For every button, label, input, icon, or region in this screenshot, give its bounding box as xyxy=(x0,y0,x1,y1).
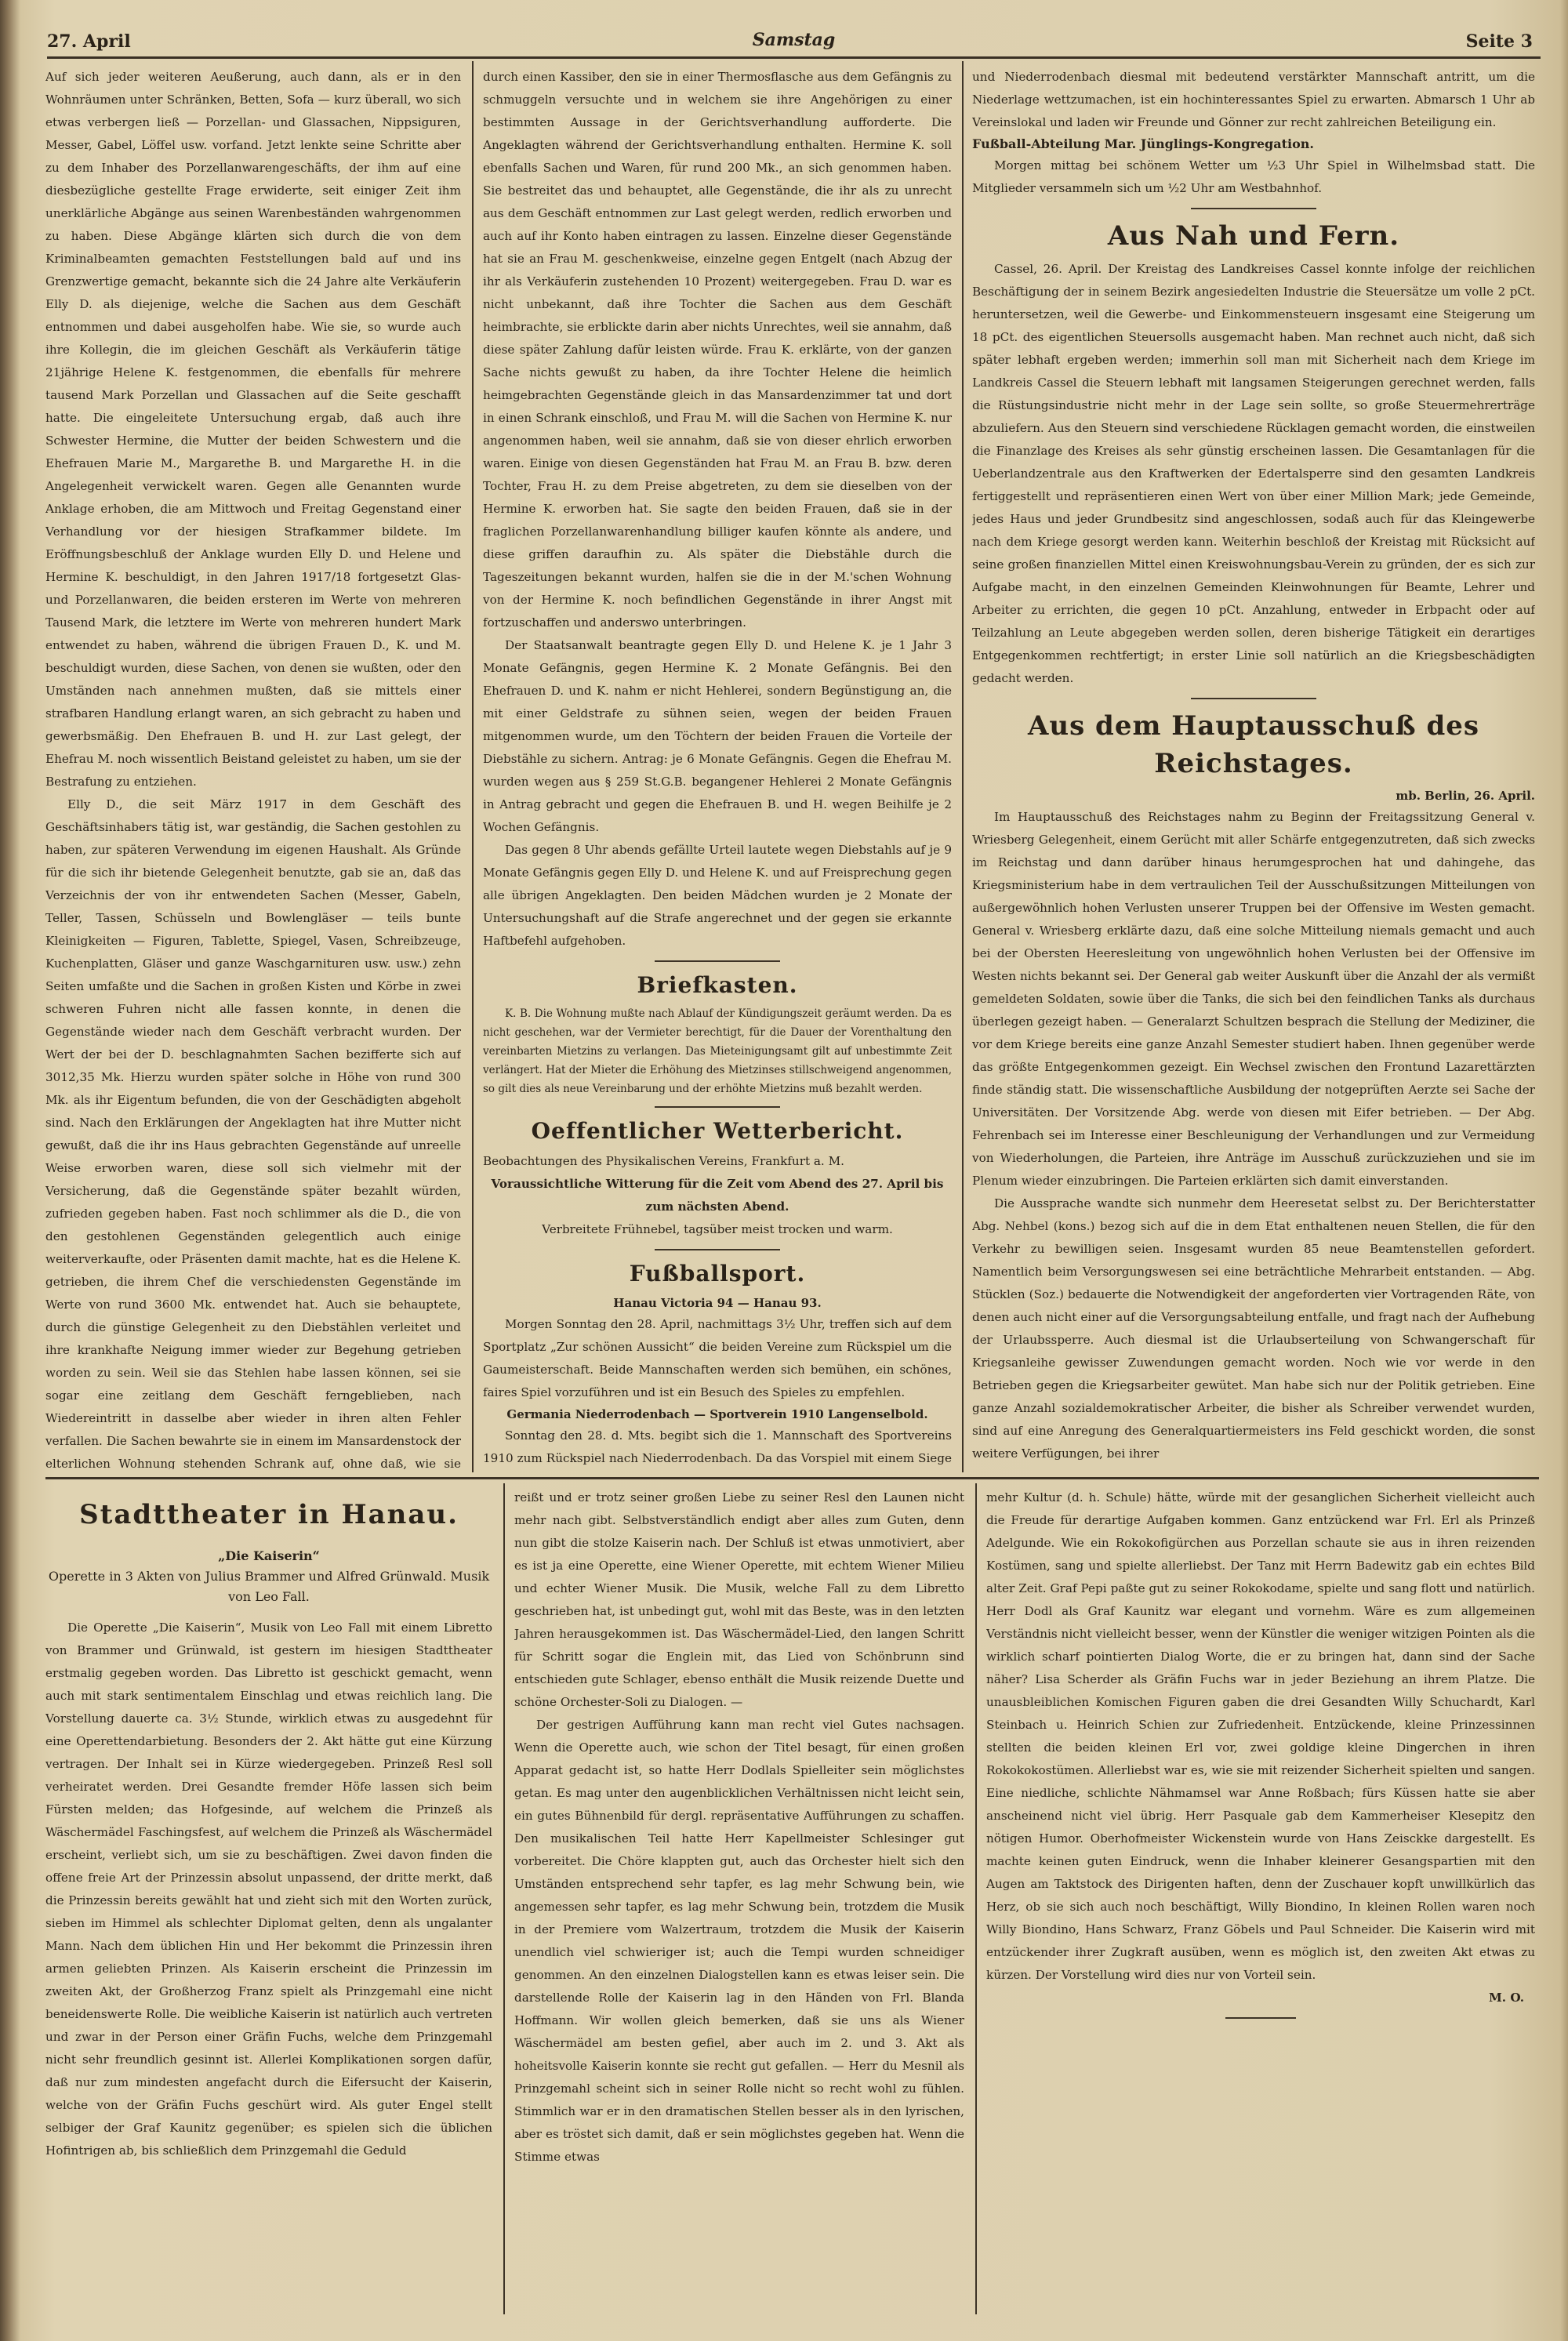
section-divider xyxy=(1191,698,1316,699)
sport-match-1: Hanau Victoria 94 — Hanau 93. xyxy=(613,1296,822,1310)
briefkasten-heading: Briefkasten. xyxy=(637,972,798,998)
weather-heading: Oeffentlicher Wetterbericht. xyxy=(531,1118,904,1144)
article-paragraph: durch einen Kassiber, den sie in einer Thermosflasche aus dem Gefängnis zu schmuggeln versuchte und in welchem sie ihre Angehörigen zu einer bestimmten Aussage in der Gerichtsverhandlung aufforderte. Die Angeklagten während der Gerichtsverhandlung enthalten. Hermine K. soll ebenfalls Sachen und Waren, für rund 200 Mk., an sich genommen haben. Sie bestreitet das und behauptet, alle Gegenstände, die ihr als zu unrecht aus dem Geschäft entnommen zur Last gelegt werden, redlich erworben und auch auf ihr Konto haben eintragen zu lassen. Einzelne dieser Gegenstände hat sie an Frau M. geschenkweise, einzelne gegen Entgelt (nach Abzug der ihr als Verkäuferin zustehenden 10 Prozent) weitergegeben. Frau D. war es nicht unbekannt, daß ihre Tochter die Sachen aus dem Geschäft heimbrachte, sie erblickte darin aber nichts Unrechtes, weil sie annahm, daß diese später Zahlung dafür leisten würde. Frau K. erklärte, von der ganzen Sache nichts gewußt zu haben, da ihre Tochter Helene die heimlich heimgebrachten Gegenstände gleich in das Mansardenzimmer tat und dort in einen Schrank einschloß, und Frau M. will die Sachen von Hermine K. nur angenommen haben, weil sie annahm, daß sie von dieser ehrlich erworben waren. Einige von diesen Gegenständen hat Frau M. an Frau B. bzw. deren Tochter, Frau H. zu dem Preise abgetreten, zu dem sie dieselben von der Hermine K. erworben hat. Sie sagte den beiden Frauen, daß sie in der fraglichen Porzellanwarenhandlung billiger kaufen könnte als andere, und diese griffen daraufhin zu. Als später die Diebstähle durch die Tageszeitungen bekannt wurden, halfen sie die in der M.'schen Wohnung von der Hermine K. noch befindlichen Gegenstände in ihrer Angst mit fortzuschaffen und anderswo unterbringen. xyxy=(483,70,952,630)
section-divider xyxy=(1225,2017,1296,2019)
article-column-2 xyxy=(483,66,952,1469)
reichstag-text: Im Hauptausschuß des Reichstages nahm zu Beginn der Freitagssitzung General v. Wriesberg Gelegenheit, einem Gerücht mit aller Schärfe entgegenzutreten, daß sich zwecks im Reichstag und dann darüber hinaus herumgesprochen hat und dahingehe, das Kriegsministerium habe in dem vertraulichen Teil der Ausschußsitzungen Mitteilungen von außergewöhnlich hohen Verlusten unserer Truppen bei der Offensive im Westen gemacht. General v. Wriesberg erklärte dazu, daß eine solche Mitteilung niemals gemacht und auch bei der Obersten Heeresleitung von ungewöhnlich hohen Verlusten bei der Offensive im Westen nichts bekannt sei. Der General gab weiter Auskunft über die Anzahl der als vermißt gemeldeten Soldaten, sowie über die Tanks, die sich bei den feindlichen Tanks als durchaus überlegen gezeigt haben. — Generalarzt Schultzen besprach die Stellung der Mediziner, die vor dem Kriege bereits eine ganze Anzahl Semester studiert haben. Ihnen gegenüber werde das größte Entgegenkommen gezeigt. Ein Wechsel zwischen den Frontund Lazarettärzten finde ständig statt. Die wissenschaftliche Ausbildung der notgeprüften Aerzte sei Sache der Universitäten. Der Vorsitzende Abg. werde von diesen mit Eifer betrieben. — Der Abg. Fehrenbach sei im Interesse einer Beschleunigung der Verhandlungen und zur Vermeidung von Wiederholungen, die Parteien, ihre Anträge im Ausschuß zurückzuziehen und sie im Plenum wieder einzubringen. Die Parteien erklärten sich damit einverstanden. xyxy=(972,810,1535,1188)
review-paragraph: reißt und er trotz seiner großen Liebe zu seiner Resl den Launen nicht mehr nach gibt. Selbstverständlich endigt aber alles zum Guten, denn nun gibt die stolze Kaiserin nach. Der Schluß ist etwas unmotiviert, aber es ist ja eine Operette, eine Wiener Operette, mit echtem Wiener Milieu und echter Wiener Musik. Die Musik, welche Fall zu dem Libretto geschrieben hat, ist unbedingt gut, wohl mit das Beste, was in den letzten Jahren herausgekommen ist. Das Wäschermädel-Lied, den langen Schritt für Schritt sogar die Englein mit, das Lied von Schönbrunn sind entschieden gute Schlager, ebenso enthält die Musik reizende Duette und schöne Orchester-Soli zu Dialogen. — xyxy=(514,1490,964,1709)
briefkasten-text: K. B. Die Wohnung mußte nach Ablauf der Kündigungszeit geräumt werden. Da es nicht geschehen, war der Vermieter berechtigt, für die Dauer der Vorenthaltung den vereinbarten Mietzins zu verlangen. Das Mieteinigungsamt gilt auf unbestimmte Zeit verlängert. Hat der Mieter die Erhöhung des Mietzinses stillschweigend angenommen, so gilt dies als neue Vereinbarung und der erhöhte Mietzins muß bezahlt werden. xyxy=(483,1007,952,1095)
article-paragraph: Der Staatsanwalt beantragte gegen Elly D. und Helene K. je 1 Jahr 3 Monate Gefängnis, gegen Hermine K. 2 Monate Gefängnis. Bei den Ehefrauen D. und K. nahm er nicht Hehlerei, sondern Begünstigung an, die mit einer Geldstrafe zu sühnen seien, wegen der beiden Frauen mitgenommen wurde, um den Töchtern der beiden Frauen die Vorteile der Diebstähle zu sichern. Antrag: je 6 Monate Gefängnis. Gegen die Ehefrau M. wurden wegen aus § 259 St.G.B. begangener Hehlerei 2 Monate Gefängnis in Antrag gebracht und gegen die Ehefrauen B. und H. wegen Beihilfe je 2 Wochen Gefängnis. xyxy=(483,638,952,834)
column-rule xyxy=(503,1483,505,2314)
article-column-1 xyxy=(45,66,461,1469)
review-paragraph: mehr Kultur (d. h. Schule) hätte, würde mit der gesanglichen Sicherheit vielleicht auch die Freude für derartige Aufgaben kommen. Ganz entzückend war Frl. Erl als Prinzeß Adelgunde. Wie ein Rokokofigürchen aus Porzellan schaute sie aus in ihren reizenden Kostümen, sang und spielte allerliebst. Der Tanz mit Herrn Badewitz gab ein echtes Bild alter Zeit. Graf Pepi paßte gut zu seiner Rokokodame, spielte und sang flott und natürlich. Herr Dodl als Graf Kaunitz war elegant und vornehm. Wäre es zum allgemeinen Verständnis nicht vielleicht besser, wenn der Künstler die weniger witzigen Pointen als die wirklich scharf pointierten Dialog Worte, die er zu bringen hat, dann sind der Sache näher? Lisa Scherder als Gräfin Fuchs war in jeder Beziehung an ihrem Platze. Die unausbleiblichen Komischen Figuren gaben die drei Gesandten Willy Schuchardt, Karl Steinbach u. Heinrich Schien zur Zufriedenheit. Entzückende, kleine Prinzessinnen stellten die beiden kleinen Erl vor, zwei goldige kleine Dingerchen in ihren Rokokokostümen. Allerliebst war es, wie sie mit reizender Sicherheit spielten und sangen. Eine niedliche, schlichte Nähmamsel war Anne Roßbach; fürs Küssen hatte sie aber anscheinend nicht viel übrig. Herr Pasquale gab dem Kammerheiser Klesepitz den nötigen Humor. Oberhofmeister Wickenstein wurde von Hans Zeisckke dargestellt. Es machte keinen guten Eindruck, wenn die Inhaber kleinerer Gesangspartien mit den Augen am Taktstock des Dirigenten haften, denn der Zuschauer kopft unwillkürlich das Herz, ob sie sich auch noch beschäftigt, Willy Biondino, In kleinen Rollen waren noch Willy Biondino, Hans Schwarz, Franz Göbels und Paul Schneider. Die Kaiserin wird mit entzückender ihrer Zugkraft ausüben, wenn es möglich ist, den zweiten Akt etwas zu kürzen. Der Vorstellung wird dies nur von Vorteil sein. xyxy=(986,1490,1535,1982)
article-column-3 xyxy=(972,66,1535,1469)
section-divider xyxy=(655,1249,780,1250)
review-paragraph: Die Operette „Die Kaiserin“, Musik von Leo Fall mit einem Libretto von Brammer und Grünwald, ist gestern im hiesigen Stadttheater erstmalig gegeben worden. Das Libretto ist geschickt gemacht, wenn auch mit stark sentimentalem Einschlag und etwas reichlich lang. Die Vorstellung dauerte ca. 3½ Stunde, wirklich etwas zu ausgedehnt für eine Operettendarbietung. Besonders der 2. Akt hätte gut eine Kürzung vertragen. Der Inhalt sei in Kürze wiedergegeben. Prinzeß Resl soll verheiratet werden. Drei Gesandte fremder Höfe lassen sich beim Fürsten melden; das Hofgesinde, auf welchem die Prinzeß als Wäschermädel Faschingsfest, auf welchem die Prinzeß als Wäschermädel erscheint, verliebt sich, um sie zu beschäftigen. Zwei davon finden die offene freie Art der Prinzessin absolut unpassend, der dritte merkt, daß die Prinzessin bereits gewählt hat und zieht sich mit den Worten zurück, sieben im Himmel als schlechter Diplomat gelten, denn als ungalanter Mann. Nach dem üblichen Hin und Her bekommt die Prinzessin ihren armen geliebten Prinzen. Als Kaiserin erscheint die Prinzessin im zweiten Akt, der Großherzog Franz spielt als Prinzgemahl eine nicht beneidenswerte Rolle. Die weibliche Kaiserin ist natürlich auch vertreten und zwar in der Person einer Gräfin Fuchs, welche dem Prinzgemahl nicht sehr freundlich gesinnt ist. Allerlei Komplikationen sorgen dafür, daß nur zum mindesten angefacht durch die Eifersucht der Kaiserin, welche von der Gräfin Fuchs geschürt wird. Als guter Engel stellt selbiger der Graf Kaunitz gegenüber; es spielen sich die üblichen Hofintrigen ab, bis schließlich dem Prinzgemahl die Geduld xyxy=(45,1621,492,2158)
reichstag-text: Die Aussprache wandte sich nunmehr dem Heeresetat selbst zu. Der Berichterstatter Abg. Nehbel (kons.) bezog sich auf die in dem Etat enthaltenen neuen Stellen, die für den Verkehr zu bewilligen seien. Insgesamt wurden 85 neue Beamtenstellen gefordert. Namentlich beim Versorgungswesen sei eine beträchtliche Mehrarbeit entstanden. — Abg. Stücklen (Soz.) bedauerte die Notwendigkeit der angeforderten vier Vortragenden Räte, von denen auch nicht einer auf die Versorgungsabteilung entfalle, und fragt nach der Aufhebung der Urlaubssperre. Auch diesmal ist die Urlaubserteilung von Schwangerschaft für Kriegsanleihe gewisser Zuwendungen gemacht worden. Noch wie vor werde in den Betrieben gegen die Kriegsarbeiter gewütet. Man habe sich nur der Politik getrieben. Eine ganze Anzahl sozialdemokratischer Arbeiter, die bisher als Schreiber verwendet wurden, sind auf eine Anregung des Generalquartiermeisters ins Feld geschickt worden, die sonst weitere Verfügungen, bei ihrer xyxy=(972,1196,1535,1461)
section-divider xyxy=(1191,208,1316,209)
article-paragraph: Auf sich jeder weiteren Aeußerung, auch dann, als er in den Wohnräumen unter Schränken, Betten, Sofa — kurz überall, wo sich etwas verbergen ließ — Porzellan- und Glassachen, Nippsiguren, Messer, Gabel, Löffel usw. vorfand. Jetzt lenkte seine Schritte aber zu dem Inhaber des Porzellanwarengeschäfts, der ihm auf eine diesbezügliche gestellte Frage erwiderte, seit einiger Zeit ihm unerklärliche Abgänge aus seinen Warenbeständen wahrgenommen zu haben. Diese Abgänge klärten sich durch die von dem Kriminalbeamten gemachten Feststellungen bald auf und ins Grenzwertige gemacht, bekannte sich die 24 Jahre alte Verkäuferin Elly D. als diejenige, welche die Sachen aus dem Geschäft entnommen und dabei ausgeholfen habe. Wie sie, so wurde auch ihre Kollegin, die im gleichen Geschäft als Verkäuferin tätige 21jährige Helene K. festgenommen, die ebenfalls für mehrere tausend Mark Porzellan und Glassachen auf die Seite geschafft hatte. Die eingeleitete Untersuchung ergab, daß auch ihre Schwester Hermine, die Mutter der beiden Schwestern und die Ehefrauen Marie M., Margarethe B. und Margarethe H. in die Angelegenheit verwickelt waren. Gegen alle Genannten wurde Anklage erhoben, die am Mittwoch und Freitag Gegenstand einer Verhandlung vor der hiesigen Strafkammer bildete. Im Eröffnungsbeschluß der Anklage wurden Elly D. und Helene und Hermine K. beschuldigt, in den Jahren 1917/18 fortgesetzt Glas- und Porzellanwaren, die beiden ersteren im Werte von mehreren Tausend Mark, die letztere im Werte von mehreren hundert Mark entwendet zu haben, während die übrigen Frauen D., K. und M. beschuldigt wurden, diese Sachen, von denen sie wußten, oder den Umständen nach annehmen mußten, daß sie mittels einer strafbaren Handlung erlangt waren, an sich gebracht zu haben und gewerbsmäßig. Den Ehefrauen B. und H. zur Last gelegt, der Ehefrau M. noch wissentlich Beistand geleistet zu haben, um sie der Bestrafung zu entziehen. xyxy=(45,70,461,789)
review-signature: M. O. xyxy=(1488,1991,1524,2005)
sport-text-1: Morgen Sonntag den 28. April, nachmittags 3½ Uhr, treffen sich auf dem Sportplatz „Zur schönen Aussicht“ die beiden Vereine zum Rückspiel um die Gaumeisterschaft. Beide Mannschaften werden sich bemühen, ein schönes, faires Spiel vorzuführen und ist ein Besuch des Spieles zu empfehlen. xyxy=(483,1317,952,1399)
nah-fern-heading: Aus Nah und Fern. xyxy=(1107,220,1400,252)
weather-source: Beobachtungen des Physikalischen Vereins, Frankfurt a. M. xyxy=(483,1154,844,1168)
theater-column-3 xyxy=(986,1486,1535,2317)
section-divider xyxy=(655,1106,780,1108)
article-paragraph: Das gegen 8 Uhr abends gefällte Urteil lautete wegen Diebstahls auf je 9 Monate Gefängnis gegen Elly D. und Helene K. und auf Freisprechung gegen alle übrigen Angeklagten. Den beiden Mädchen wurden je 2 Monate der Untersuchungshaft auf die Strafe angerechnet und der gegen sie erkannte Haftbefehl aufgehoben. xyxy=(483,843,952,948)
sport-heading: Fußballsport. xyxy=(629,1261,806,1287)
section-rule xyxy=(45,1477,1539,1479)
fussball-heading: Fußball-Abteilung Mar. Jünglings-Kongregation. xyxy=(972,136,1314,151)
weather-forecast-note: Voraussichtliche Witterung für die Zeit vom Abend des 27. April bis zum nächsten Abend. xyxy=(491,1177,944,1214)
section-divider xyxy=(655,960,780,962)
review-paragraph: Der gestrigen Aufführung kann man recht viel Gutes nachsagen. Wenn die Operette auch, wie schon der Titel besagt, für einen großen Apparat gedacht ist, so hatte Herr Dodlals Spielleiter sein möglichstes getan. Es mag unter den augenblicklichen Verhältnissen nicht leicht sein, ein gutes Bühnenbild für dergl. repräsentative Aufführungen zu schaffen. Den musikalischen Teil hatte Herr Kapellmeister Schlesinger gut vorbereitet. Die Chöre klappten gut, auch das Orchester hielt sich den Umständen entsprechend sehr tapfer, es lag mehr Schwung bein, wie angemessen sehr tapfer, es lag mehr Schwung bein, trotzdem die Musik in der Premiere vom Walzertraum, trotzdem die Musik der Kaiserin unendlich viel schwieriger ist; auch die Tempi wurden schneidiger genommen. An den einzelnen Dialogstellen kann es etwas leiser sein. Die darstellende Rolle der Kaiserin lag in den Händen von Frl. Blanda Hoffmann. Wir wollen gleich bemerken, daß sie uns als Wiener Wäschermädel am besten gefiel, aber auch im 2. und 3. Akt als hoheitsvolle Kaiserin konnte sie recht gut gefallen. — Herr du Mesnil als Prinzgemahl scheint sich in seiner Rolle nicht so recht wohl zu fühlen. Stimmlich war er in den dramatischen Stellen besser als in den lyrischen, aber es tröstet sich damit, daß er sein möglichstes gegeben hat. Wenn die Stimme etwas xyxy=(514,1718,964,2164)
header-day: Samstag xyxy=(752,30,836,50)
theater-piece-credits: Operette in 3 Akten von Julius Brammer und Alfred Grünwald. Musik von Leo Fall. xyxy=(48,1569,490,1604)
reichstag-dateline: mb. Berlin, 26. April. xyxy=(1396,789,1535,803)
weather-forecast: Verbreitete Frühnebel, tagsüber meist trocken und warm. xyxy=(542,1222,893,1236)
nah-fern-text: Cassel, 26. April. Der Kreistag des Landkreises Cassel konnte infolge der reichlichen Beschäftigung der in seinem Bezirk angesiedelten Industrie die Steuersätze um volle 2 pCt. heruntersetzen, weil die Gewerbe- und Einkommensteuern insgesamt eine Steigerung um 18 pCt. des eigentlichen Steuersolls ausgemacht haben. Man rechnet auch nicht, daß sich später lebhaft ergeben werden; immerhin soll man mit Sicherheit nach dem Kriege im Landkreis Cassel die Steuern lebhaft mit langsamen Steigerungen gerechnet werden, falls die Rüstungsindustrie nicht mehr in der Lage sein sollte, so große Steuermehrerträge abzuliefern. Aus den Steuern sind verschiedene Rücklagen gemacht worden, die einstweilen die Finanzlage des Kreises als sehr günstig erscheinen lassen. Die Gesamtanlagen für die Ueberlandzentrale aus den Kraftwerken der Edertalsperre sind den gesamten Landkreis fertiggestellt und repräsentieren einen Wert von über einer Million Mark; jede Gemeinde, jedes Haus und jeder Grundbesitz sind angeschlossen, sodaß auch für das Kleingewerbe nach dem Kriege gesorgt werden kann. Weiterhin beschloß der Kreistag mit Rücksicht auf seine großen finanziellen Mittel einen Kreiswohnungsbau-Verein zu gründen, der es sich zur Aufgabe macht, in den einzelnen Gemeinden Kleinwohnungen für Beamte, Lehrer und Arbeiter zu errichten, die gegen 10 pCt. Anzahlung, entweder in Erbpacht oder auf Teilzahlung an Leute abgegeben werden sollen, deren bisherige Tätigkeit ein derartiges Entgegenkommen rechtfertigt; in erster Linie soll natürlich an die Kriegsbeschädigten gedacht werden. xyxy=(972,262,1535,685)
column-rule xyxy=(962,61,964,1472)
page-header xyxy=(47,25,1541,59)
theater-column-2 xyxy=(514,1486,964,2317)
article-paragraph: Elly D., die seit März 1917 in dem Geschäft des Geschäftsinhabers tätig ist, war geständig, die Sachen gestohlen zu haben, zur späteren Verwendung im eigenen Haushalt. Als Gründe für die sich ihr bietende Gelegenheit benutzte, gab sie an, daß das Verzeichnis der von ihr entwendeten Sachen (Messer, Gabeln, Teller, Tassen, Schüsseln und Bowlengläser — teils bunte Kleinigkeiten — Figuren, Tablette, Spiegel, Vasen, Schreibzeuge, Kuchenplatten, Gläser und ganze Waschgarnituren usw. usw.) zehn Seiten umfaßte und die Sachen in großen Kisten und Körbe in zwei schweren Fuhren nicht alle fassen konnte, in denen die Gegenstände wieder nach dem Geschäft verbracht wurden. Der Wert der bei der D. beschlagnahmten Sachen bezifferte sich auf 3012,35 Mk. Hierzu wurden später solche in Höhe von rund 300 Mk. als ihr Eigentum befunden, die von der Geschädigten abgeholt sind. Nach den Erklärungen der Angeklagten hat ihre Mutter nicht gewußt, daß die ihr ins Haus gebrachten Gegenstände auf unreelle Weise erworben waren, diese soll sich vielmehr mit der Versicherung, daß die Gegenstände später bezahlt würden, zufrieden gegeben haben. Fast noch schlimmer als die D., die von den gestohlenen Gegenständen gelegentlich auch einige weiterverkaufte, oder Präsenten damit machte, hat es die Helene K. getrieben, die ihrem Chef die verschiedensten Gegenstände im Werte von rund 3600 Mk. entwendet hat. Auch sie behauptete, durch die günstige Gelegenheit zu den Diebstählen verleitet und ihre krankhafte Neigung immer wieder zur Begehung getrieben worden zu sein. Weil sie das Stehlen habe lassen können, sei sie sogar eine zeitlang dem Geschäft ferngeblieben, nach Wiedereintritt in dasselbe aber wieder in ihren alten Fehler verfallen. Die Sachen bewahrte sie in einem im Mansardenstock der elterlichen Wohnung stehenden Schrank auf, ohne daß, wie sie xyxy=(45,797,461,1469)
header-page-number: Seite 3 xyxy=(1465,31,1533,52)
reichstag-heading: Aus dem Hauptausschuß des Reichstages. xyxy=(1027,710,1480,779)
header-date: 27. April xyxy=(47,31,131,52)
column-rule xyxy=(472,61,474,1472)
fussball-text: Morgen mittag bei schönem Wetter um ½3 Uhr Spiel in Wilhelmsbad statt. Die Mitglieder versammeln sich um ½2 Uhr am Westbahnhof. xyxy=(972,158,1535,195)
theater-piece-title: „Die Kaiserin“ xyxy=(218,1548,320,1563)
theater-heading: Stadttheater in Hanau. xyxy=(79,1499,459,1530)
sport-match-2: Germania Niederrodenbach — Sportverein 1910 Langenselbold. xyxy=(506,1407,928,1421)
theater-column-1 xyxy=(45,1486,492,2317)
column-rule xyxy=(975,1483,977,2314)
article-paragraph: und Niederrodenbach diesmal mit bedeutend verstärkter Mannschaft antritt, um die Niederlage wettzumachen, ist ein hochinteressantes Spiel zu erwarten. Abmarsch 1 Uhr ab Vereinslokal und laden wir Freunde und Gönner zur recht zahlreichen Beteiligung ein. xyxy=(972,70,1535,129)
sport-text-2: Sonntag den 28. d. Mts. begibt sich die 1. Mannschaft des Sportvereins 1910 zum Rückspiel nach Niederrodenbach. Da das Vorspiel mit einem Siege xyxy=(483,1428,952,1465)
